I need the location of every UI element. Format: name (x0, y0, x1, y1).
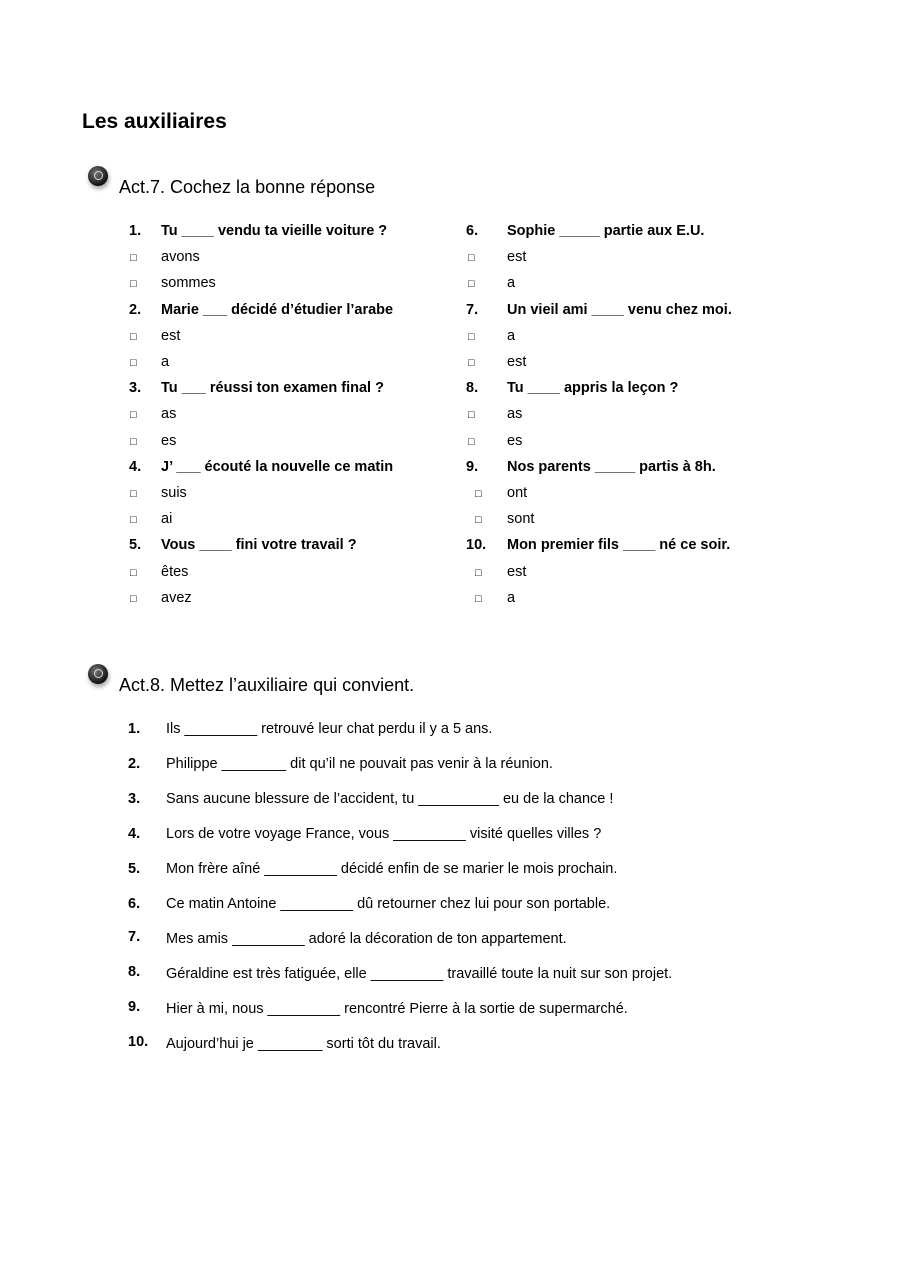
question-number: 9. (466, 458, 479, 475)
option-label: a (161, 354, 170, 370)
item-text: Géraldine est très fatiguée, elle _________ travaillé toute la nuit sur son projet. (166, 966, 673, 982)
question-number: 8. (466, 380, 479, 397)
item-number: 4. (128, 826, 141, 842)
act8-heading: Act.8. Mettez l’auxiliaire qui convient. (119, 675, 415, 695)
item-text: Sans aucune blessure de l’accident, tu __________ eu de la chance ! (166, 791, 614, 807)
option-checkbox[interactable]: □ (130, 488, 137, 500)
act7-heading: Act.7. Cochez la bonne réponse (119, 177, 376, 197)
question-number: 10. (466, 537, 487, 554)
item-text: Aujourd’hui je ________ sorti tôt du travail. (166, 1036, 441, 1052)
question-text: Nos parents _____ partis à 8h. (507, 458, 716, 475)
item-text: Ce matin Antoine _________ dû retourner chez lui pour son portable. (166, 896, 611, 912)
question-number: 6. (466, 223, 479, 239)
option-label: avons (161, 249, 200, 266)
option-checkbox[interactable]: □ (130, 278, 137, 291)
option-checkbox[interactable]: □ (130, 514, 137, 527)
item-text: Mes amis _________ adoré la décoration de ton appartement. (166, 931, 567, 947)
option-checkbox[interactable]: □ (468, 435, 475, 448)
question-number: 4. (129, 458, 142, 475)
option-label: a (507, 589, 516, 606)
option-checkbox[interactable]: □ (468, 252, 475, 265)
option-label: sont (507, 511, 535, 528)
question-number: 1. (129, 223, 142, 239)
item-number: 9. (128, 999, 141, 1015)
question-text: Sophie _____ partie aux E.U. (507, 223, 705, 239)
question-number: 5. (129, 537, 142, 554)
option-checkbox[interactable]: □ (130, 435, 137, 448)
question-text: Tu ____ vendu ta vieille voiture ? (161, 223, 388, 239)
option-checkbox[interactable]: □ (130, 566, 137, 579)
gears-icon (88, 664, 108, 684)
item-text: Mon frère aîné _________ décidé enfin de se marier le mois prochain. (166, 861, 618, 877)
question-text: Tu ____ appris la leçon ? (507, 380, 679, 397)
option-label: as (507, 406, 523, 423)
item-number: 2. (128, 756, 141, 772)
item-number: 1. (128, 721, 141, 737)
page-title: Les auxiliaires (82, 110, 227, 133)
option-checkbox[interactable]: □ (130, 409, 137, 422)
item-number: 7. (128, 929, 141, 945)
question-text: Tu ___ réussi ton examen final ? (161, 380, 384, 397)
question-number: 7. (466, 301, 479, 318)
item-text: Hier à mi, nous _________ rencontré Pierre à la sortie de supermarché. (166, 1001, 628, 1017)
item-number: 6. (128, 896, 141, 912)
option-label: a (507, 275, 516, 292)
question-text: Vous ____ fini votre travail ? (161, 537, 357, 554)
option-checkbox[interactable]: □ (475, 566, 482, 579)
option-label: es (161, 432, 177, 449)
option-checkbox[interactable]: □ (468, 357, 475, 369)
item-number: 3. (128, 791, 141, 807)
option-label: êtes (161, 563, 189, 580)
option-label: ai (161, 511, 173, 528)
option-checkbox[interactable]: □ (475, 488, 482, 500)
item-text: Ils _________ retrouvé leur chat perdu il y a 5 ans. (166, 721, 493, 737)
option-label: est (507, 249, 527, 266)
option-label: suis (161, 485, 187, 501)
item-text: Lors de votre voyage France, vous _________ visité quelles villes ? (166, 826, 602, 842)
option-checkbox[interactable]: □ (468, 409, 475, 422)
option-checkbox[interactable]: □ (130, 592, 137, 605)
option-checkbox[interactable]: □ (468, 330, 475, 343)
option-label: a (507, 327, 516, 344)
question-text: Marie ___ décidé d’étudier l’arabe (161, 301, 394, 318)
option-label: as (161, 406, 177, 423)
item-number: 10. (128, 1034, 149, 1050)
option-label: est (507, 563, 527, 580)
item-number: 5. (128, 861, 141, 877)
option-label: ont (507, 485, 528, 501)
question-number: 2. (129, 301, 142, 318)
option-checkbox[interactable]: □ (130, 357, 137, 369)
question-number: 3. (129, 380, 142, 397)
option-checkbox[interactable]: □ (475, 514, 482, 527)
option-label: es (507, 432, 523, 449)
option-label: est (507, 354, 527, 370)
question-text: J’ ___ écouté la nouvelle ce matin (161, 458, 394, 475)
question-text: Un vieil ami ____ venu chez moi. (507, 301, 732, 318)
item-number: 8. (128, 964, 141, 980)
option-label: avez (161, 589, 192, 606)
question-text: Mon premier fils ____ né ce soir. (507, 537, 731, 554)
option-label: est (161, 327, 181, 344)
option-checkbox[interactable]: □ (468, 278, 475, 291)
option-checkbox[interactable]: □ (130, 330, 137, 343)
option-checkbox[interactable]: □ (475, 592, 482, 605)
option-checkbox[interactable]: □ (130, 252, 137, 265)
item-text: Philippe ________ dit qu’il ne pouvait pas venir à la réunion. (166, 756, 553, 772)
option-label: sommes (161, 275, 216, 292)
gears-icon (88, 166, 108, 186)
